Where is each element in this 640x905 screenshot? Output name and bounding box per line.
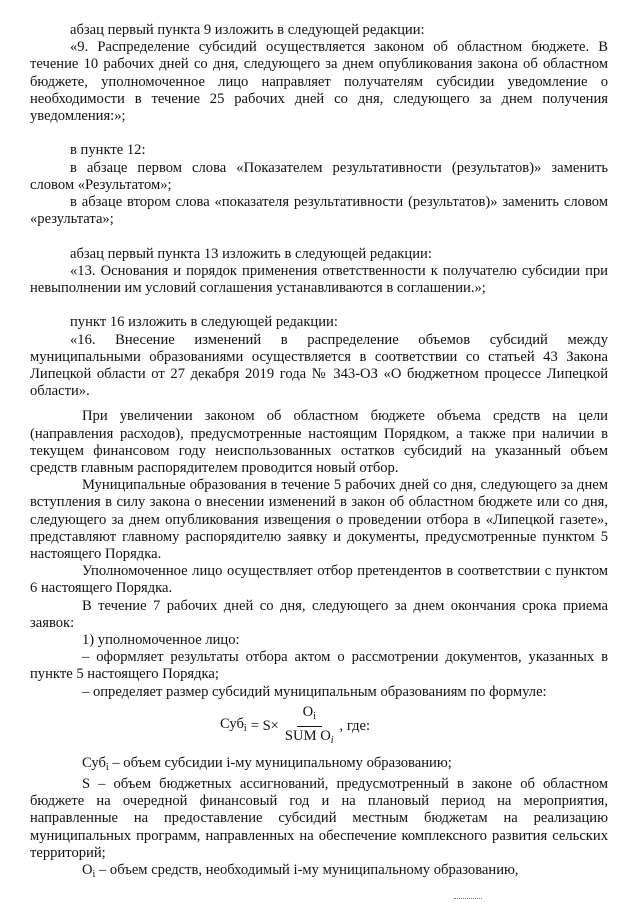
paragraph-p9-intro: абзац первый пункта 9 изложить в следующей редакции: xyxy=(70,22,425,38)
formula-numerator-sub: i xyxy=(313,711,316,723)
subsidy-formula xyxy=(30,703,608,751)
paragraph-p12-first: в абзаце первом слова «Показателем результативности (результатов)» заменить словом «Результатом»; xyxy=(30,159,608,193)
definition-subsidy-sub: i xyxy=(105,761,109,773)
paragraph-authorized-person: 1) уполномоченное лицо: xyxy=(82,632,240,649)
definition-subsidy xyxy=(30,755,608,776)
paragraph-municipal-application: Муниципальные образования в течение 5 рабочих дней со дня, следующего за днем вступления в силу закона о внесении изменений в закон об областном бюджете или со дня, следующего за днем опубликования извещения о проведении отбора в «Липецкой газете», представляют главному распорядителю заявку и документы, предусмотренные пунктом 5 настоящего Порядка. xyxy=(30,477,608,563)
paragraph-seven-days: В течение 7 рабочих дней со дня, следующего за днем окончания срока приема заявок: xyxy=(30,597,608,631)
paragraph-p16-text: «16. Внесение изменений в распределение объемов субсидий между муниципальными образованиями осуществляется в соответствии со статьей 43 Закона Липецкой области от 27 декабря 2019 года № 343-ОЗ «О бюджетном процессе Липецкой области». xyxy=(30,331,608,400)
definition-oi-text: – объем средств, необходимый i-му муниципальному образованию, xyxy=(95,862,519,879)
formula-lhs-sub: i xyxy=(243,723,247,735)
paragraph-p13-intro: абзац первый пункта 13 изложить в следующей редакции: xyxy=(70,245,432,262)
paragraph-p12-intro: в пункте 12: xyxy=(70,142,146,159)
paragraph-selection: Уполномоченное лицо осуществляет отбор претендентов в соответствии с пунктом 6 настоящего Порядка. xyxy=(30,563,608,597)
definition-subsidy-text: – объем субсидии i-му муниципальному образованию; xyxy=(108,754,452,771)
formula-numerator: O xyxy=(302,704,314,721)
page-edge-mark xyxy=(454,898,482,902)
paragraph-budget-increase: При увеличении законом об областном бюджете объема средств на цели (направления расходов), предусмотренные настоящим Порядком, а также при наличии в текущем финансовом году неиспользованных остатков субсидий на указанный объем средств главным распорядителем проводится новый отбор. xyxy=(30,408,608,477)
formula-lhs: Суб xyxy=(220,716,244,733)
paragraph-p9-text: «9. Распределение субсидий осуществляется законом об областном бюджете. В течение 10 рабочих дней со дня, следующего за днем опубликования закона об областном бюджете, уполномоченное лицо направляет получателям субсидии уведомление о необходимости в течение 25 рабочих дней со дня, следующего за днем получения уведомления:»; xyxy=(30,39,608,125)
definition-s: S – объем бюджетных ассигнований, предусмотренный в законе об областном бюджете на очередной финансовый год и на плановый период на мероприятия, направленные на предоставление субсидий местным бюджетам на реализацию муниципальных программ, направленных на обеспечение комплексного развития сельских территорий; xyxy=(30,776,608,861)
paragraph-p13-text: «13. Основания и порядок применения ответственности к получателю субсидии при невыполнении им условий соглашения устанавливаются в соглашении.»; xyxy=(30,262,608,297)
formula-fraction xyxy=(285,704,334,749)
definition-oi xyxy=(30,862,608,883)
paragraph-formula-intro: – определяет размер субсидий муниципальным образованиям по формуле: xyxy=(82,683,547,700)
paragraph-act-results: – оформляет результаты отбора актом о рассмотрении документов, указанных в пункте 5 настоящего Порядка; xyxy=(30,649,608,683)
definition-subsidy-term: Суб xyxy=(82,754,106,771)
paragraph-p16-intro: пункт 16 изложить в следующей редакции: xyxy=(70,314,338,331)
document-page xyxy=(30,22,608,883)
formula-tail: , где: xyxy=(339,718,371,735)
definition-oi-sub: i xyxy=(92,869,96,881)
formula-denominator: SUM O xyxy=(284,728,331,745)
formula-equals: = S× xyxy=(250,718,279,735)
paragraph-p12-second: в абзаце втором слова «показателя результативности (результатов)» заменить словом «результата»; xyxy=(30,194,608,228)
definition-oi-term: O xyxy=(82,862,93,879)
formula-denominator-sub: i xyxy=(330,735,334,747)
